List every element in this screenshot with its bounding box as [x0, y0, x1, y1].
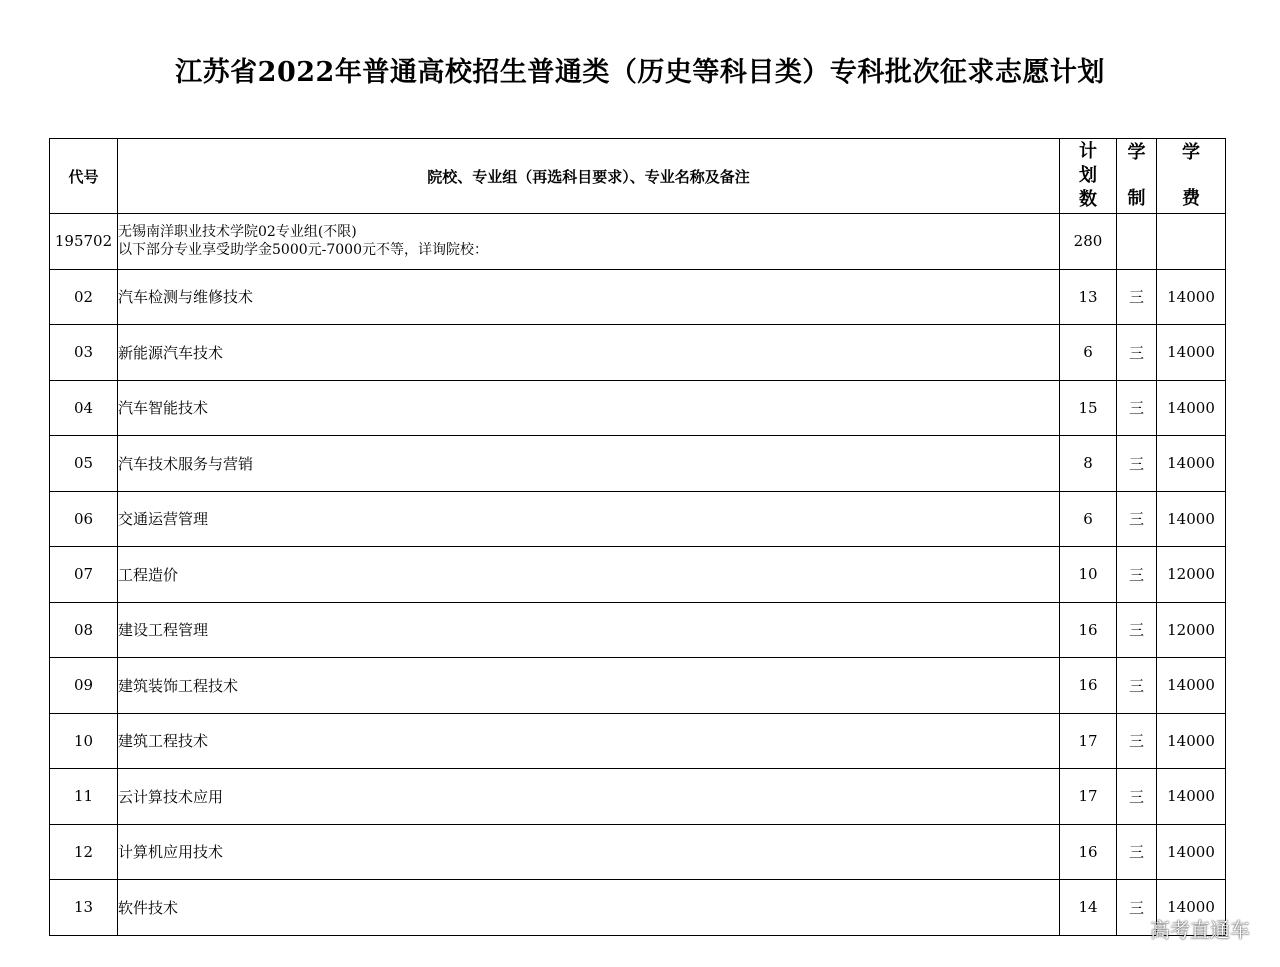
- header-plan: [1060, 139, 1117, 214]
- major-duration: 三: [1117, 380, 1157, 436]
- major-name: 工程造价: [118, 547, 1060, 603]
- major-duration: 三: [1117, 436, 1157, 492]
- major-duration: 三: [1117, 547, 1157, 603]
- header-fee: [1157, 139, 1226, 214]
- major-fee: 14000: [1157, 380, 1226, 436]
- major-plan: 16: [1060, 824, 1117, 880]
- group-duration: [1117, 214, 1157, 270]
- major-fee: 14000: [1157, 269, 1226, 325]
- major-fee: 14000: [1157, 824, 1226, 880]
- group-title: 无锡南洋职业技术学院02专业组(不限): [118, 224, 357, 241]
- major-plan: 6: [1060, 491, 1117, 547]
- major-code: 09: [50, 658, 118, 714]
- major-plan: 17: [1060, 713, 1117, 769]
- table-row: [50, 658, 1226, 714]
- major-fee: 14000: [1157, 491, 1226, 547]
- major-duration: 三: [1117, 880, 1157, 936]
- header-main: 院校、专业组（再选科目要求）、专业名称及备注: [118, 139, 1060, 214]
- major-code: 10: [50, 713, 118, 769]
- group-name: [118, 214, 1060, 270]
- major-plan: 17: [1060, 769, 1117, 825]
- major-duration: 三: [1117, 713, 1157, 769]
- header-code: 代号: [50, 139, 118, 214]
- major-fee: 14000: [1157, 325, 1226, 381]
- major-code: 05: [50, 436, 118, 492]
- major-duration: 三: [1117, 824, 1157, 880]
- major-plan: 16: [1060, 658, 1117, 714]
- major-name: 云计算技术应用: [118, 769, 1060, 825]
- major-code: 02: [50, 269, 118, 325]
- major-name: 建设工程管理: [118, 602, 1060, 658]
- header-plan-char: 划: [1079, 165, 1097, 186]
- major-name: 交通运营管理: [118, 491, 1060, 547]
- major-duration: 三: [1117, 491, 1157, 547]
- page-title: 江苏省2022年普通高校招生普通类（历史等科目类）专科批次征求志愿计划: [175, 57, 1105, 88]
- plan-table: [49, 138, 1226, 936]
- major-code: 07: [50, 547, 118, 603]
- group-plan: 280: [1060, 214, 1117, 270]
- group-row: [50, 214, 1226, 270]
- table-row: [50, 602, 1226, 658]
- major-plan: 6: [1060, 325, 1117, 381]
- table-row: [50, 380, 1226, 436]
- major-fee: 12000: [1157, 602, 1226, 658]
- major-duration: 三: [1117, 325, 1157, 381]
- major-duration: 三: [1117, 658, 1157, 714]
- major-code: 04: [50, 380, 118, 436]
- major-name: 建筑装饰工程技术: [118, 658, 1060, 714]
- major-name: 汽车检测与维修技术: [118, 269, 1060, 325]
- group-note: 以下部分专业享受助学金5000元-7000元不等，详询院校：: [118, 242, 488, 259]
- table-row: [50, 269, 1226, 325]
- major-name: 软件技术: [118, 880, 1060, 936]
- table-row: [50, 824, 1226, 880]
- header-fee-char: 学: [1182, 142, 1200, 163]
- major-plan: 16: [1060, 602, 1117, 658]
- major-code: 08: [50, 602, 118, 658]
- group-code: 195702: [50, 214, 118, 270]
- major-name: 建筑工程技术: [118, 713, 1060, 769]
- major-code: 06: [50, 491, 118, 547]
- major-code: 11: [50, 769, 118, 825]
- table-header-row: [50, 139, 1226, 214]
- major-name: 汽车技术服务与营销: [118, 436, 1060, 492]
- watermark: 高考直通车: [1150, 918, 1250, 942]
- table-row: [50, 325, 1226, 381]
- table-row: [50, 547, 1226, 603]
- major-code: 12: [50, 824, 118, 880]
- major-name: 汽车智能技术: [118, 380, 1060, 436]
- major-plan: 10: [1060, 547, 1117, 603]
- major-fee: 12000: [1157, 547, 1226, 603]
- header-fee-char: 费: [1182, 188, 1200, 209]
- major-duration: 三: [1117, 769, 1157, 825]
- major-plan: 13: [1060, 269, 1117, 325]
- header-plan-char: 数: [1079, 189, 1097, 210]
- major-code: 03: [50, 325, 118, 381]
- header-duration-char: 制: [1127, 188, 1146, 209]
- group-fee: [1157, 214, 1226, 270]
- header-plan-char: 计: [1079, 141, 1097, 162]
- major-fee: 14000: [1157, 713, 1226, 769]
- header-duration-char: 学: [1127, 142, 1146, 163]
- header-duration: [1117, 139, 1157, 214]
- major-fee: 14000: [1157, 880, 1226, 936]
- major-plan: 15: [1060, 380, 1117, 436]
- table-row: [50, 769, 1226, 825]
- major-code: 13: [50, 880, 118, 936]
- major-fee: 14000: [1157, 436, 1226, 492]
- major-name: 计算机应用技术: [118, 824, 1060, 880]
- major-plan: 14: [1060, 880, 1117, 936]
- table-row: [50, 491, 1226, 547]
- major-fee: 14000: [1157, 769, 1226, 825]
- major-plan: 8: [1060, 436, 1117, 492]
- table-row: [50, 880, 1226, 936]
- table-row: [50, 436, 1226, 492]
- major-duration: 三: [1117, 602, 1157, 658]
- table-row: [50, 713, 1226, 769]
- major-duration: 三: [1117, 269, 1157, 325]
- major-name: 新能源汽车技术: [118, 325, 1060, 381]
- major-fee: 14000: [1157, 658, 1226, 714]
